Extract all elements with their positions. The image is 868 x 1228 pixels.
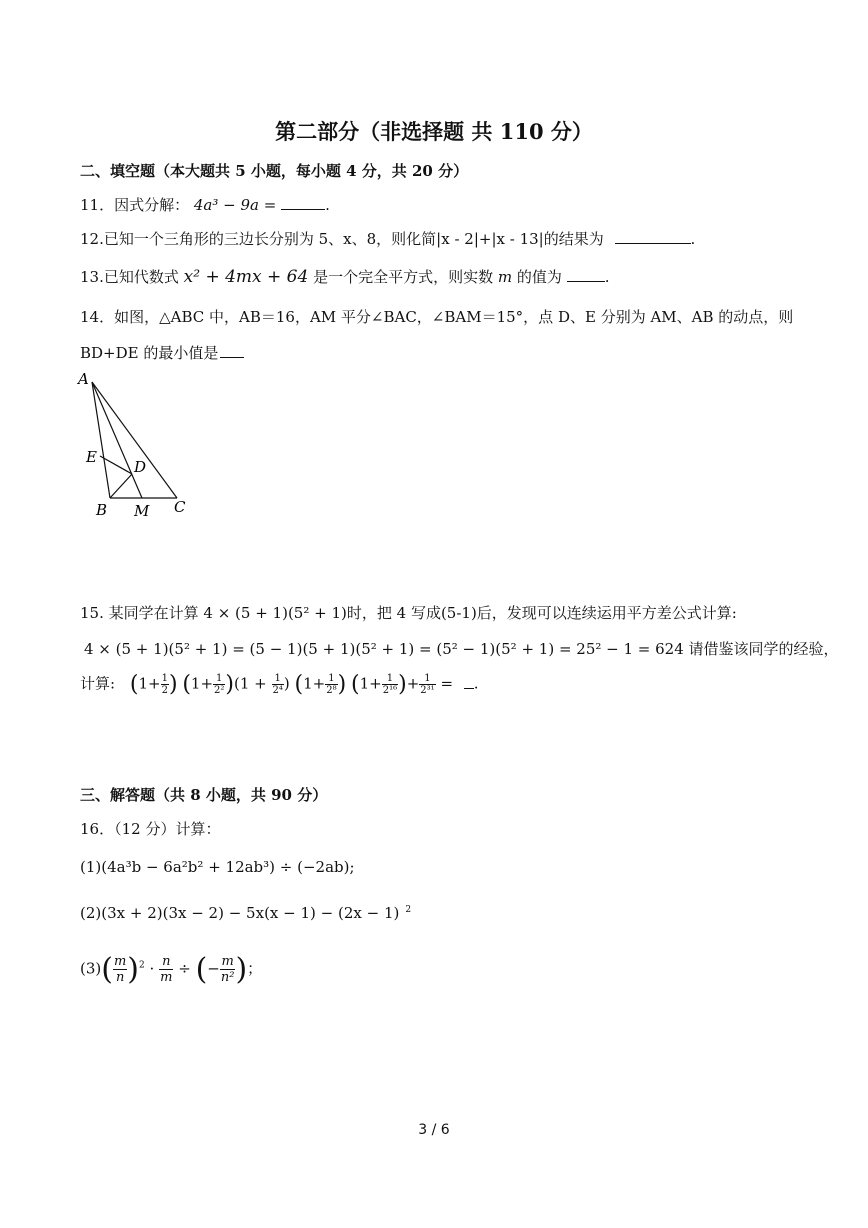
page-title: 第二部分（非选择题 共 110 分） [275,119,593,144]
fraction-2-pow-4: $\frac{1}{\text{2⁴}}$ [272,673,283,696]
q15-line2-post: 请借鉴该同学的经验， [688,640,839,658]
q11-label: 11．因式分解： [80,196,190,214]
question-14-line1: 14．如图，△ABC 中，AB＝16，AM 平分∠BAC，∠BAM＝15°，点 D、E 分别为 AM、AB 的动点，则 [80,308,794,326]
question-16-heading: 16．（12 分）计算： [80,820,221,838]
q16-part-1: (1)(4a³b − 6a²b² + 12ab³) ÷ (−2ab); [80,858,355,876]
label-e: E [86,448,97,466]
q16-part-3: (3)( $\frac{m}{n}$ )$^2$ · $\frac{n}{m}$ ÷ (− $\frac{m}{\text{n²}}$ )； [80,952,263,987]
section-3-heading: 三、解答题（共 8 小题，共 90 分） [80,786,328,804]
q15-line1-pre: 15. 某同学在计算 [80,604,199,622]
fraction-2-pow-31: $\frac{1}{\text{2³¹}}$ [420,673,435,696]
triangle-figure [70,364,210,524]
label-m: M [134,502,150,520]
q11-expression: 4a³ − 9a = [193,196,277,214]
fraction-m-over-n: $\frac{m}{n}$ [113,954,127,985]
q16-part-2: (2)(3x + 2)(3x − 2) − 5x(x − 1) − (2x − 1) $^2$ [80,904,412,922]
page-number: 3 / 6 [418,1122,450,1138]
q12-end: . [690,230,696,248]
question-15-line1 [80,602,737,623]
q11-answer-blank [281,208,325,210]
q13-mid: 是一个完全平方式，则实数 [313,268,494,286]
label-c: C [174,498,186,516]
q13-pre: 13.已知代数式 [80,268,179,286]
q13-post: 的值为 [516,268,562,286]
fraction-half: $\frac{1}{2}$ [161,673,168,696]
fraction-2-pow-2: $\frac{1}{\text{2²}}$ [214,673,225,696]
question-15-line2 [84,638,839,659]
q14-line2-text: BD+DE 的最小值是 [80,344,219,362]
q12-text: 12.已知一个三角形的三边长分别为 5、x、8，则化简|x - 2|+|x - 13|的结果为 [80,230,604,248]
segment-ab [92,382,110,498]
q13-expression: x² + 4mx + 64 [183,267,309,287]
fraction-n-over-m: $\frac{n}{m}$ [160,954,173,985]
q15-line2-expr: 4 × (5 + 1)(5² + 1) = (5 − 1)(5 + 1)(5² + 1) = (5² − 1)(5² + 1) = 25² − 1 = 624 [84,640,684,658]
q15-calc-label: 计算: [80,674,116,693]
q13-var: m [497,268,513,286]
fraction-m-over-n-squared: $\frac{m}{\text{n²}}$ [220,954,235,985]
question-14-line2 [80,342,244,363]
question-15-line3: 计算: (1+ $\frac{1}{2}$ ) (1+ $\frac{1}{\text{2²}}$ )(1 + $\frac{1}{\text{2⁴}}$ ) (1+ $\frac{1}{\text{2⁸}}$ ) (1+ $\frac{1}{\text{2¹⁶}}$ )+ $\frac{1}{\text{2³¹}}$ = . [80,672,479,697]
segment-bd [110,474,132,498]
q11-end: . [325,196,330,214]
q15-answer-blank [464,687,474,689]
q13-end: . [604,268,610,286]
label-b: B [96,501,108,519]
question-11 [80,194,330,215]
q13-answer-blank [567,280,605,282]
question-12 [80,228,695,249]
fraction-2-pow-8: $\frac{1}{\text{2⁸}}$ [326,673,337,696]
section-2-heading: 二、填空题（本大题共 5 小题，每小题 4 分，共 20 分） [80,162,469,180]
question-13 [80,266,609,287]
q15-line1-post: 时，把 4 写成(5-1)后，发现可以连续运用平方差公式计算: [346,604,737,622]
label-a: A [78,370,89,388]
q14-answer-blank [220,356,244,358]
fraction-2-pow-16: $\frac{1}{\text{2¹⁶}}$ [382,673,398,696]
q12-answer-blank [615,242,691,244]
label-d: D [134,458,147,476]
q15-line1-expr: 4 × (5 + 1)(5² + 1) [203,604,347,622]
